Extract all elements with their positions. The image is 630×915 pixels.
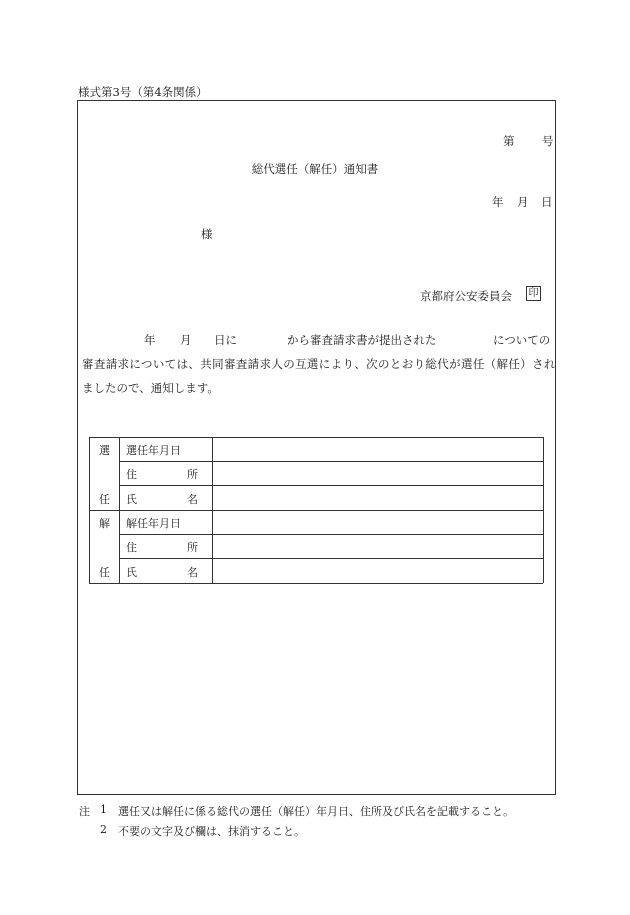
row-label-name-a: 氏 xyxy=(126,566,137,579)
table-border-bottom xyxy=(89,583,543,584)
row-label-name-a: 氏 xyxy=(126,493,137,506)
date-year-label: 年 xyxy=(492,195,504,209)
row-label-address-a: 住 xyxy=(126,468,137,481)
row-label-address-a: 住 xyxy=(126,541,137,554)
body-line-2: 審査請求については、共同審査請求人の互選により、次のとおり総代が選任（解任）され xyxy=(82,357,556,371)
table-section-line xyxy=(89,510,543,511)
section-label-bottom: 任 xyxy=(99,493,110,506)
row-label-appointment-date: 選任年月日 xyxy=(126,444,181,457)
document-title: 総代選任（解任）通知書 xyxy=(251,162,379,176)
note-number: 1 xyxy=(100,803,107,816)
note-text: 不要の文字及び欄は、抹消すること。 xyxy=(118,825,305,838)
row-label-dismissal-date: 解任年月日 xyxy=(126,517,181,530)
sender-name: 京都府公安委員会 xyxy=(420,289,512,303)
table-row-line xyxy=(119,558,543,559)
body-month-label: 月 xyxy=(180,333,192,347)
row-label-name-b: 名 xyxy=(187,493,198,506)
table-row-line xyxy=(119,461,543,462)
body-from-text: から審査請求書が提出された xyxy=(287,333,437,347)
row-label-address-b: 所 xyxy=(187,541,198,554)
table-border-top xyxy=(89,437,543,438)
row-label-address-b: 所 xyxy=(187,468,198,481)
body-about-text: についての xyxy=(493,333,551,347)
addressee-suffix: 様 xyxy=(201,227,213,241)
table-border-right xyxy=(543,437,544,583)
section-label-bottom: 任 xyxy=(99,566,110,579)
seal-stamp: 印 xyxy=(526,286,541,301)
body-line-3: ましたので、通知します。 xyxy=(82,381,219,395)
doc-number-label: 第 xyxy=(503,134,515,148)
section-label-top: 選 xyxy=(99,444,110,457)
date-month-label: 月 xyxy=(517,195,529,209)
body-year-label: 年 xyxy=(144,333,156,347)
table-row-line xyxy=(119,534,543,535)
doc-number-suffix: 号 xyxy=(542,134,554,148)
note-text: 選任又は解任に係る総代の選任（解任）年月日、住所及び氏名を記載すること。 xyxy=(118,805,514,818)
body-day-label: 日に xyxy=(214,333,237,347)
date-day-label: 日 xyxy=(541,195,553,209)
section-label-top: 解 xyxy=(99,517,110,530)
row-label-name-b: 名 xyxy=(187,566,198,579)
form-number: 様式第3号（第4条関係） xyxy=(78,85,208,99)
appointment-table xyxy=(89,437,543,583)
notes-heading: 注 xyxy=(79,805,90,818)
note-number: 2 xyxy=(100,823,107,836)
table-row-line xyxy=(119,485,543,486)
